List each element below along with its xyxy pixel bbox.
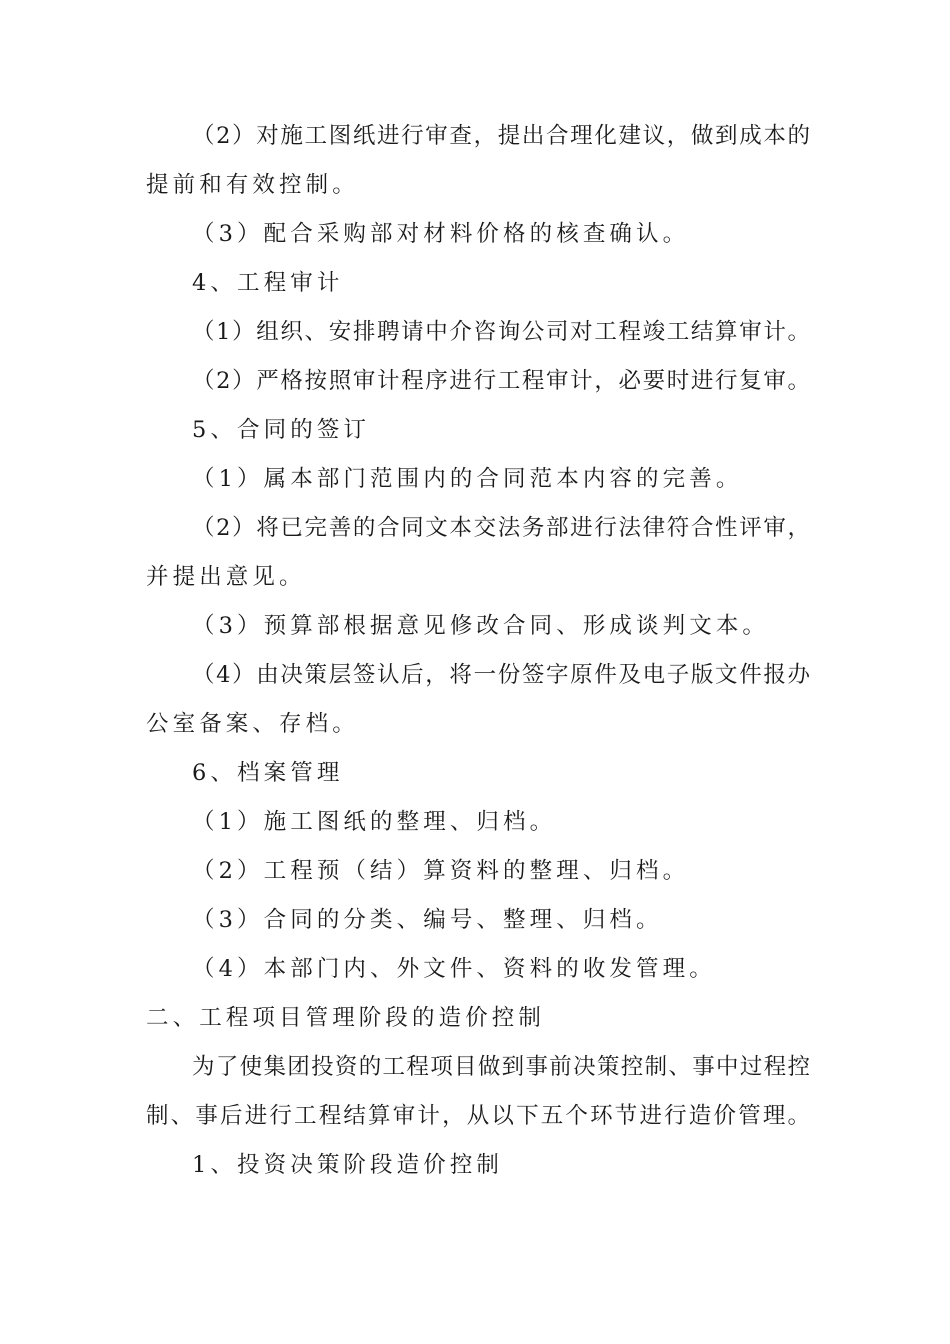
- section-heading: 5、合同的签订: [192, 417, 371, 443]
- paragraph-line: （1）组织、安排聘请中介咨询公司对工程竣工结算审计。: [192, 319, 810, 345]
- paragraph-line: （3）预算部根据意见修改合同、形成谈判文本。: [192, 613, 770, 639]
- document-page: [146, 112, 810, 1190]
- paragraph-line: 提前和有效控制。: [146, 172, 359, 198]
- paragraph-line: 公室备案、存档。: [146, 711, 359, 737]
- paragraph-line: （4）由决策层签认后，将一份签字原件及电子版文件报办: [192, 662, 810, 688]
- paragraph-line: （2）将已完善的合同文本交法务部进行法律符合性评审，: [192, 515, 810, 541]
- paragraph-line: （1）属本部门范围内的合同范本内容的完善。: [192, 466, 743, 492]
- paragraph-line: （3）合同的分类、编号、整理、归档。: [192, 907, 663, 933]
- paragraph-line: 并提出意见。: [146, 564, 306, 590]
- paragraph-line: （4）本部门内、外文件、资料的收发管理。: [192, 956, 716, 982]
- paragraph-line: （2）对施工图纸进行审查，提出合理化建议，做到成本的: [192, 123, 810, 149]
- section-heading: 4、工程审计: [192, 270, 344, 296]
- paragraph-line: （2）严格按照审计程序进行工程审计，必要时进行复审。: [192, 368, 810, 394]
- paragraph-line: （1）施工图纸的整理、归档。: [192, 809, 557, 835]
- chapter-heading: 二、工程项目管理阶段的造价控制: [146, 1005, 546, 1031]
- paragraph-line: 为了使集团投资的工程项目做到事前决策控制、事中过程控: [192, 1054, 810, 1080]
- paragraph-line: （3）配合采购部对材料价格的核查确认。: [192, 221, 690, 247]
- section-heading: 1、投资决策阶段造价控制: [192, 1152, 504, 1178]
- section-heading: 6、档案管理: [192, 760, 344, 786]
- paragraph-line: 制、事后进行工程结算审计，从以下五个环节进行造价管理。: [146, 1103, 810, 1129]
- paragraph-line: （2）工程预（结）算资料的整理、归档。: [192, 858, 690, 884]
